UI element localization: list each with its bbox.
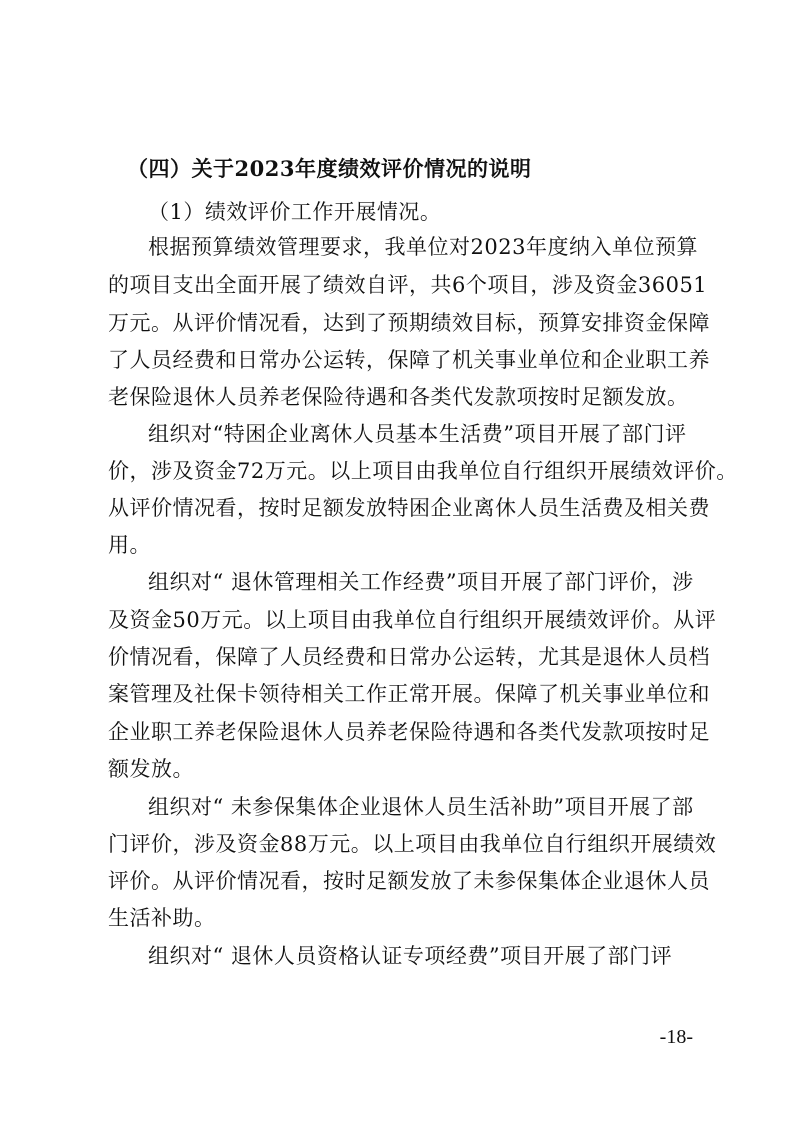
- paragraph-3-line-5: 企业职工养老保险退休人员养老保险待遇和各类代发款项按时足: [108, 720, 710, 744]
- paragraph-3-line-1: 组织对“ 退休管理相关工作经费”项目开展了部门评价，涉: [148, 570, 694, 594]
- paragraph-1-line-1: 根据预算绩效管理要求，我单位对2023年度纳入单位预算: [148, 235, 698, 259]
- paragraph-1-line-4: 了人员经费和日常办公运转，保障了机关事业单位和企业职工养: [108, 348, 710, 372]
- paragraph-2-line-1: 组织对“特困企业离休人员基本生活费”项目开展了部门评: [148, 422, 687, 446]
- paragraph-3-line-4: 案管理及社保卡领待相关工作正常开展。保障了机关事业单位和: [108, 682, 710, 706]
- paragraph-5-line-1: 组织对“ 退休人员资格认证专项经费”项目开展了部门评: [148, 944, 673, 968]
- paragraph-1-line-3: 万元。从评价情况看，达到了预期绩效目标，预算安排资金保障: [108, 311, 710, 335]
- page-number: -18-: [659, 1026, 693, 1048]
- paragraph-1-line-2: 的项目支出全面开展了绩效自评，共6个项目，涉及资金36051: [108, 273, 708, 297]
- paragraph-4-line-4: 生活补助。: [108, 906, 216, 930]
- paragraph-3-line-6: 额发放。: [108, 757, 194, 781]
- paragraph-2-line-4: 用。: [108, 533, 151, 557]
- paragraph-4-line-2: 门评价，涉及资金88万元。以上项目由我单位自行组织开展绩效: [108, 832, 717, 856]
- paragraph-2-line-3: 从评价情况看，按时足额发放特困企业离休人员生活费及相关费: [108, 496, 710, 520]
- paragraph-1-line-5: 老保险退休人员养老保险待遇和各类代发款项按时足额发放。: [108, 385, 689, 409]
- paragraph-3-line-3: 价情况看，保障了人员经费和日常办公运转，尤其是退休人员档: [108, 645, 710, 669]
- paragraph-4-line-3: 评价。从评价情况看，按时足额发放了未参保集体企业退休人员: [108, 869, 710, 893]
- paragraph-3-line-2: 及资金50万元。以上项目由我单位自行组织开展绩效评价。从评: [108, 608, 717, 632]
- section-heading: （四）关于2023年度绩效评价情况的说明: [127, 156, 532, 181]
- paragraph-2-line-2: 价，涉及资金72万元。以上项目由我单位自行组织开展绩效评价。: [108, 459, 738, 483]
- paragraph-4-line-1: 组织对“ 未参保集体企业退休人员生活补助”项目开展了部: [148, 795, 694, 819]
- subheading: （1）绩效评价工作开展情况。: [148, 200, 442, 224]
